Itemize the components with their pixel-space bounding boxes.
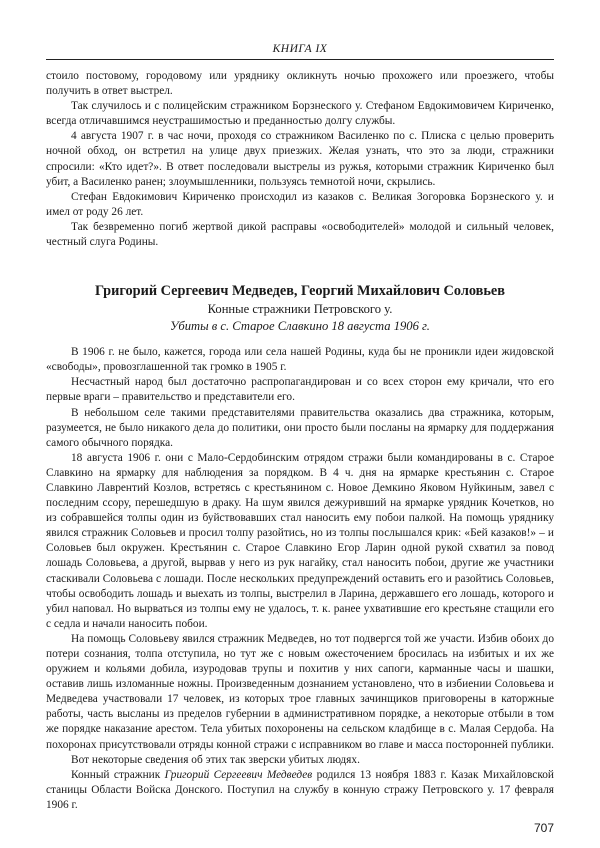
text: родился 13 ноября 1883 г. Казак Михайловской станицы Области Войска Донского. Поступил на службу в конную стражу Петровского у. 17 февраля 1906 г.: [46, 768, 554, 811]
paragraph: 4 августа 1907 г. в час ночи, проходя со стражником Василенко по с. Плиска с целью проверить ночной обход, он встретил на улице двух приезжих. Желая узнать, что это за люди, стражники спросили: «Кто идет?». В ответ последовали выстрелы из ружья, которыми стражник Кириченко был убит, а Василенко ранен; злоумышленники, пользуясь темнотой ночи, скрылись.: [46, 130, 554, 188]
text: Конный стражник: [71, 768, 165, 781]
section-title: Григорий Сергеевич Медведев, Георгий Михайлович Соловьев: [94, 283, 505, 300]
paragraph: Вот некоторые сведения об этих так зверски убитых людях.: [71, 753, 360, 766]
page: [46, 0, 554, 848]
paragraph: Так безвременно погиб жертвой дикой расправы «освободителей» молодой и сильный человек, честный слуга Родины.: [46, 220, 554, 249]
paragraph: Несчастный народ был достаточно распропагандирован и со всех сторон ему кричали, что его первые враги – правительство и представители его.: [46, 376, 554, 404]
paragraph: В небольшом селе такими представителями правительства оказались два стражника, которым, разумеется, не было никакого дела до политики, они просто были посланы на ярмарку для поддержания самого обычного порядка.: [46, 406, 554, 449]
running-header: КНИГА IX: [272, 43, 328, 55]
section-1-text: [46, 69, 554, 250]
paragraph: На помощь Соловьеву явился стражник Медведев, но тот подвергся той же участи. Избив обоих до потери сознания, толпа отступила, но тут же с новым ожесточением бросилась на избитых и их же оружием и кольями добила, изуродовав трупы и похитив у них сапоги, карманные часы и шашки, оставив лишь изломанные ножны. Произведенным дознанием установлено, что в избиении Соловьева и Медведева участвовали 17 человек, из которых трое главных зачинщиков приговорены в каторжные работы, часть высланы из пределов губернии в административном порядке, а некоторые отбыли в том же порядке наказание арестом. Тела убитых похоронены на сельском кладбище в с. Малая Сердоба. На похоронах присутствовали отряды конной стражи с исправником во главе и масса посторонней публики.: [46, 632, 554, 751]
section-killed-line: Убиты в с. Старое Славкино 18 августа 1906 г.: [170, 319, 430, 334]
paragraph: стоило постовому, городовому или уряднику окликнуть ночью прохожего или проезжего, чтобы получить в ответ выстрел.: [46, 70, 554, 98]
header-rule: [46, 59, 554, 60]
paragraph: Так случилось и с полицейским стражником Борзнеского у. Стефаном Евдокимовичем Кириченко, всегда отличавшимся неустрашимостью и преданностью долгу службы.: [46, 100, 554, 128]
paragraph: В 1906 г. не было, кажется, города или села нашей Родины, куда бы не проникли идеи жидовской «свободы», провозглашенной так громко в 1905 г.: [46, 346, 554, 374]
paragraph: Стефан Евдокимович Кириченко происходил из казаков с. Великая Зогоровка Борзнеского у. и имел от роду 26 лет.: [46, 190, 554, 218]
section-subtitle: Конные стражники Петровского у.: [207, 302, 393, 317]
person-name: Григорий Сергеевич Медведев: [164, 768, 313, 781]
section-2-text: [46, 345, 554, 813]
page-number: 707: [533, 821, 554, 836]
paragraph: 18 августа 1906 г. они с Мало-Сердобинским отрядом стражи были командированы в с. Старое Славкино на ярмарку для наблюдения за порядком. В 4 ч. дня на ярмарке крестьянин с. Старое Славкино Лаврентий Козлов, встретясь с крестьянином с. Новое Демкино Яковом Нуйкиным, завел с последним ссору, перешедшую в драку. На шум явился дежуривший на ярмарке урядник Кочетков, но из собравшейся толпы один из буйствовавших стал наносить ему побои палкой. На помощь уряднику явился стражник Соловьев и просил толпу разойтись, но из толпы послышался крик: «Бей казаков!» – и Соловьев был окружен. Крестьянин с. Старое Славкино Егор Ларин одной рукой схватил за повод лошадь Соловьева, а другой, вырвав у него из рук нагайку, стал наносить побои, другие же участники стаскивали Соловьева с лошади. После нескольких предупреждений оставить его и разойтись Соловьев, чтобы освободить лошадь и выехать из толпы, выстрелил в Ларина, державшего его лошадь, которого и убил наповал. Но вырваться из толпы ему не удалось, т. к. ранее ухватившие его крестьяне стащили его с седла и начали наносить побои.: [46, 451, 554, 630]
paragraph-medvedev: [46, 768, 554, 813]
